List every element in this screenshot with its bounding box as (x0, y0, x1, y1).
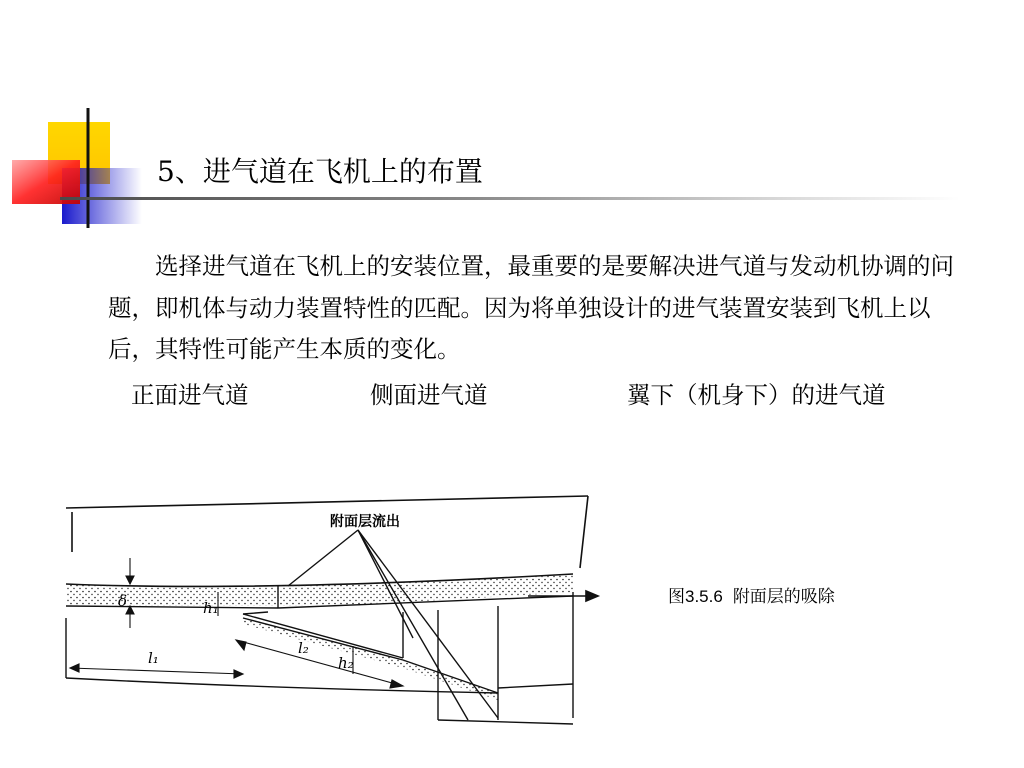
delta-label: δ (118, 592, 128, 610)
figure-caption (668, 582, 835, 607)
h2-label: h₂ (338, 654, 354, 672)
boundary-layer-annotation: 附面层流出 (330, 514, 400, 530)
h1-label: h₁ (203, 599, 219, 617)
inlet-type-side: 侧面进气道 (370, 381, 488, 409)
l2-label: l₂ (298, 639, 309, 657)
figure-caption-text: 附面层的吸除 (732, 587, 835, 606)
inlet-type-front: 正面进气道 (131, 381, 249, 409)
slide-title: 5、进气道在飞机上的布置 (157, 155, 483, 188)
body-paragraph (108, 246, 968, 371)
l1-label: l₁ (148, 649, 159, 667)
inlet-type-under-wing: 翼下（机身下）的进气道 (627, 381, 886, 409)
figure-number: 图3.5.6 (668, 587, 723, 606)
boundary-layer-diagram (58, 488, 603, 748)
title-decoration (0, 100, 150, 240)
body-text: 选择进气道在飞机上的安装位置，最重要的是要解决进气道与发动机协调的问题，即机体与动力装置特性的匹配。因为将单独设计的进气装置安装到飞机上以后，其特性可能产生本质的变化。 (108, 252, 954, 363)
inlet-types-row (0, 375, 1024, 415)
title-underline (60, 197, 960, 200)
